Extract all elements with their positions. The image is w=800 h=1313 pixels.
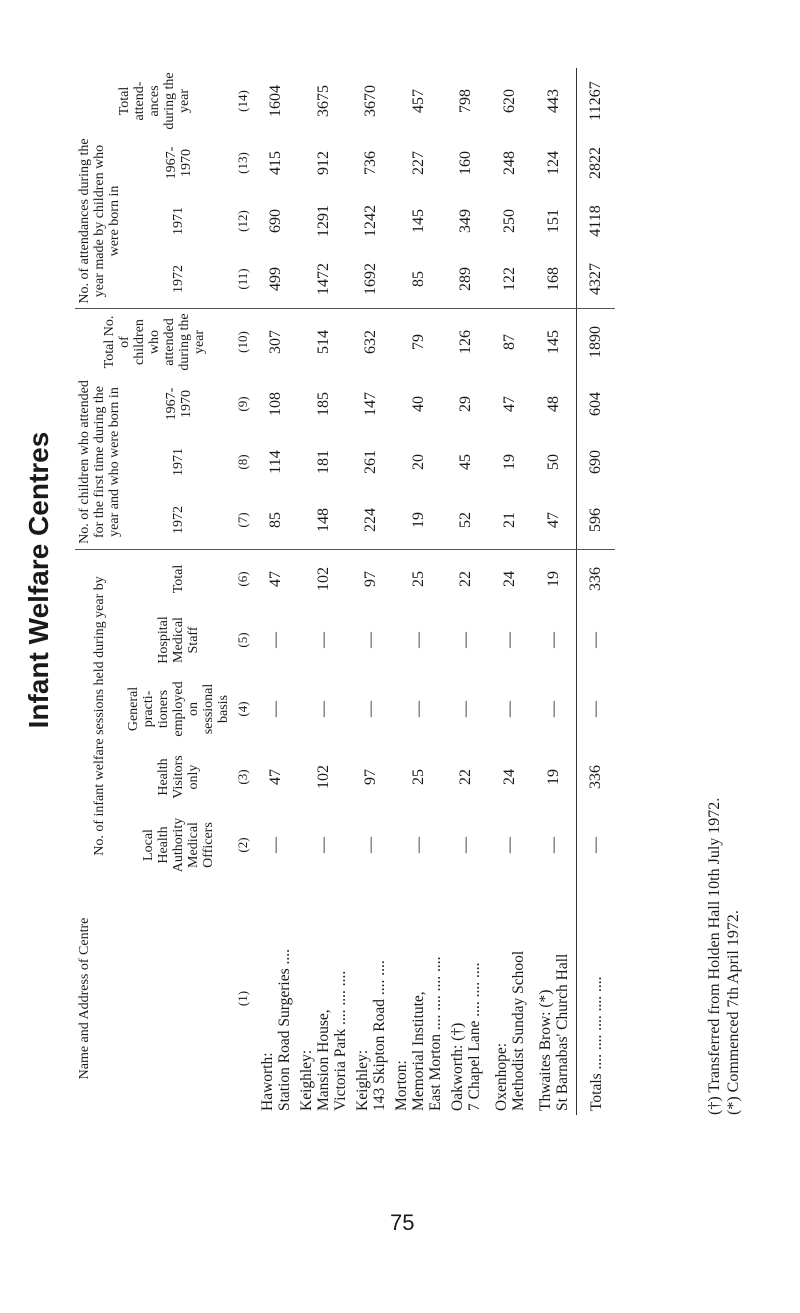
cell: 248 (501, 151, 518, 175)
header-1972b: 1972 (124, 250, 233, 309)
cell: 912 (314, 151, 332, 175)
cell: 620 (501, 89, 518, 113)
page-title: Infant Welfare Centres (23, 431, 54, 729)
cell: 85 (254, 491, 298, 550)
cell: 97 (362, 769, 379, 785)
cell: 307 (267, 330, 284, 354)
centre-name: Oxenhope: Methodist Sunday School (493, 950, 527, 1111)
cell: 87 (501, 334, 518, 350)
colnum: (10) (235, 331, 250, 353)
header-1972: 1972 (124, 491, 233, 550)
cell: 79 (409, 334, 427, 350)
table-row (444, 68, 488, 1115)
cell: 596 (577, 491, 616, 550)
centre-name: Haworth: Station Road Surgeries .... (259, 948, 293, 1111)
footnote: (*) Commenced 7th April 1972. (725, 910, 742, 1115)
cell: — (577, 808, 616, 882)
colnum: (12) (235, 210, 250, 232)
cell: 4118 (577, 192, 616, 250)
table-row (254, 68, 298, 1115)
header-name: Name and Address of Centre (77, 917, 92, 1080)
footnotes (705, 798, 743, 1115)
cell: 52 (444, 491, 488, 550)
cell: 604 (577, 375, 616, 433)
cell: 736 (362, 151, 379, 175)
cell: 47 (267, 571, 284, 587)
cell: 47 (532, 491, 577, 550)
cell: 1291 (314, 205, 332, 237)
cell: 11267 (577, 68, 616, 134)
cell: 45 (457, 454, 474, 470)
cell: 349 (457, 209, 474, 233)
cell: 181 (314, 450, 332, 474)
cell: — (362, 837, 379, 853)
cell: 20 (409, 454, 427, 470)
cell: 1242 (362, 205, 379, 237)
cell: 24 (501, 571, 518, 587)
cell: 168 (532, 250, 577, 309)
cell: 24 (501, 769, 518, 785)
colnum: (3) (235, 769, 250, 785)
totals-label: Totals .... .... .... .... .... (577, 882, 616, 1115)
cell: 102 (314, 567, 332, 591)
header-sessions-group: No. of infant welfare sessions held during year by (92, 576, 107, 856)
cell: 160 (457, 151, 474, 175)
colnum: (13) (235, 152, 250, 174)
colnum: (5) (235, 632, 250, 648)
cell: — (501, 837, 518, 853)
cell: 97 (362, 571, 379, 587)
cell: 227 (409, 151, 427, 175)
cell: 124 (545, 151, 562, 175)
header-gp: General practi- tioners employed on sessional basis (126, 681, 231, 737)
header-children-group: No. of children who attended for the first time during the year and who were born in (75, 375, 124, 550)
cell: — (457, 837, 474, 853)
cell: — (314, 837, 332, 853)
cell: — (267, 837, 284, 853)
table-row (298, 68, 349, 1115)
centre-name: Oakworth: (†) 7 Chapel Lane .... .... .... (449, 962, 483, 1111)
cell: 148 (298, 491, 349, 550)
cell: — (577, 608, 616, 672)
table-row (488, 68, 532, 1115)
cell: — (409, 701, 427, 717)
page-number: 75 (390, 1210, 415, 1235)
cell: 336 (577, 746, 616, 808)
cell: 4327 (577, 250, 616, 309)
cell: 108 (267, 392, 284, 416)
cell: 19 (393, 491, 444, 550)
table-row (349, 68, 393, 1115)
cell: — (501, 701, 518, 717)
cell: 151 (545, 209, 562, 233)
header-attend-group: No. of attendances during the year made by children who were born in (75, 134, 124, 309)
cell: — (409, 632, 427, 648)
cell: 47 (267, 769, 284, 785)
cell: 3670 (362, 85, 379, 117)
cell: 336 (577, 550, 616, 609)
cell: 50 (545, 454, 562, 470)
cell: 499 (254, 250, 298, 309)
cell: 40 (409, 396, 427, 412)
header-children-total: Total No. of children who attended during the year (101, 313, 207, 371)
cell: — (545, 837, 562, 853)
cell: 798 (457, 89, 474, 113)
cell: — (545, 632, 562, 648)
cell: 21 (488, 491, 532, 550)
cell: 2822 (577, 134, 616, 192)
cell: 19 (545, 571, 562, 587)
cell: 102 (314, 765, 332, 789)
cell: 261 (362, 450, 379, 474)
cell: — (545, 701, 562, 717)
cell: 690 (577, 433, 616, 491)
centre-name: Morton: Memorial Institute, East Morton .... .... .... .... (393, 956, 444, 1111)
cell: 147 (362, 392, 379, 416)
cell: — (267, 632, 284, 648)
cell: 457 (409, 89, 427, 113)
centre-name: Keighley: 143 Skipton Road .... .... (354, 960, 388, 1111)
cell: 1604 (267, 85, 284, 117)
cell: 25 (409, 769, 427, 785)
cell: — (362, 632, 379, 648)
cell: — (267, 701, 284, 717)
header-1971b: 1971 (171, 207, 186, 235)
cell: 443 (545, 89, 562, 113)
infant-welfare-table (75, 68, 615, 1115)
table-row (532, 68, 577, 1115)
cell: 122 (488, 250, 532, 309)
cell: — (314, 701, 332, 717)
cell: — (577, 672, 616, 746)
colnum: (7) (233, 491, 254, 550)
colnum: (11) (233, 250, 254, 309)
cell: 250 (501, 209, 518, 233)
cell: 289 (444, 250, 488, 309)
header-lha: Local Health Authority Medical Officers (141, 817, 216, 873)
cell: 224 (349, 491, 393, 550)
cell: 47 (501, 396, 518, 412)
header-attend-total: Total attend- ances during the year (116, 72, 192, 130)
cell: 85 (393, 250, 444, 309)
cell: 1890 (577, 309, 616, 376)
colnum: (6) (235, 571, 250, 587)
header-1967b: 1967- 1970 (163, 146, 194, 180)
cell: 514 (314, 330, 332, 354)
header-hv: Health Visitors only (156, 755, 201, 799)
cell: 3675 (314, 85, 332, 117)
cell: 1692 (349, 250, 393, 309)
cell: 22 (457, 571, 474, 587)
header-1971: 1971 (171, 448, 186, 476)
header-1967: 1967- 1970 (163, 387, 194, 421)
cell: — (362, 701, 379, 717)
cell: 1472 (298, 250, 349, 309)
centre-name: Thwaites Brow: (*) St Barnabas' Church Hall (537, 953, 571, 1111)
colnum: (4) (235, 701, 250, 717)
cell: 25 (409, 571, 427, 587)
footnote: (†) Transferred from Holden Hall 10th July 1972. (706, 797, 723, 1115)
cell: — (409, 837, 427, 853)
cell: 145 (545, 330, 562, 354)
cell: 114 (267, 450, 284, 474)
cell: 19 (501, 454, 518, 470)
cell: — (501, 632, 518, 648)
header-total: Total (171, 564, 186, 594)
centre-name: Keighley: Mansion House, Victoria Park .... .... .... (298, 970, 349, 1111)
cell: 22 (457, 769, 474, 785)
cell: — (457, 701, 474, 717)
cell: 185 (314, 392, 332, 416)
colnum: (8) (235, 454, 250, 470)
cell: 29 (457, 396, 474, 412)
colnum: (2) (235, 837, 250, 853)
cell: 126 (457, 330, 474, 354)
cell: 632 (362, 330, 379, 354)
header-hosp: Hospital Medical Staff (156, 616, 201, 664)
cell: 48 (545, 396, 562, 412)
cell: 415 (267, 151, 284, 175)
cell: — (314, 632, 332, 648)
totals-row (577, 68, 616, 1115)
cell: 145 (409, 209, 427, 233)
cell: — (457, 632, 474, 648)
colnum: (1) (235, 990, 250, 1007)
cell: 690 (267, 209, 284, 233)
table-row (393, 68, 444, 1115)
rotated-page (15, 25, 785, 1135)
cell: 19 (545, 769, 562, 785)
colnum: (9) (235, 396, 250, 412)
colnum: (14) (235, 90, 250, 112)
